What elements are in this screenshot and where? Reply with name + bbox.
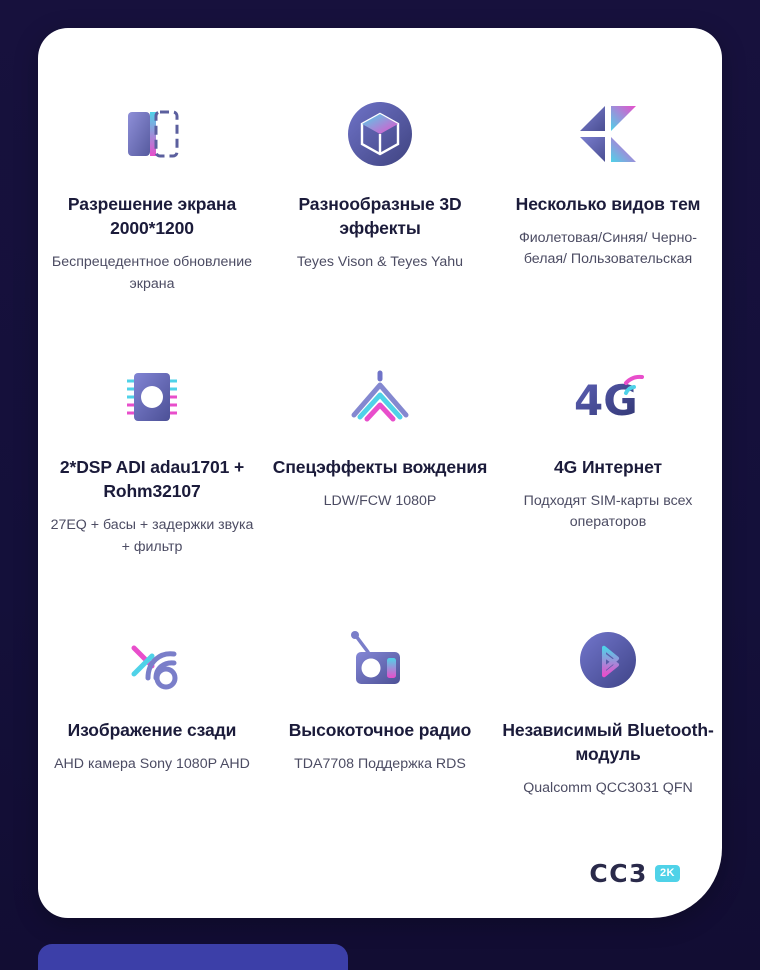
4g-internet-icon — [560, 349, 656, 445]
feature-title: 4G Интернет — [554, 457, 662, 477]
bluetooth-icon — [570, 612, 646, 708]
rear-camera-icon — [104, 612, 200, 708]
svg-text:4G: 4G — [574, 376, 638, 425]
feature-title: 2*DSP ADI adau1701 + Rohm32107 — [59, 457, 245, 502]
radio-icon — [332, 612, 428, 708]
dsp-chip-icon — [112, 349, 192, 445]
feature-item — [266, 72, 494, 335]
feature-card — [38, 28, 722, 918]
feature-subtitle: Подходят SIM-карты всех операторов — [523, 493, 693, 531]
product-logo — [589, 859, 680, 888]
feature-title: Несколько видов тем — [515, 194, 701, 214]
driving-effects-icon — [334, 349, 426, 445]
feature-subtitle: Фиолетовая/Синяя/ Черно-белая/ Пользовательская — [518, 230, 698, 268]
feature-title: Высокоточное радио — [288, 720, 472, 740]
feature-title: Разнообразные 3D эффекты — [298, 194, 462, 239]
feature-subtitle: LDW/FCW 1080P — [323, 493, 437, 510]
feature-item — [38, 335, 266, 598]
feature-item — [38, 598, 266, 861]
feature-title: Независимый Bluetooth-модуль — [502, 720, 714, 765]
feature-subtitle: AHD камера Sony 1080P AHD — [54, 756, 250, 773]
feature-subtitle: 27EQ + басы + задержки звука + фильтр — [50, 517, 254, 555]
logo-badge: 2K — [655, 865, 680, 882]
feature-grid — [38, 72, 722, 861]
feature-subtitle: Беспрецедентное обновление экрана — [51, 254, 253, 292]
feature-title: Спецэффекты вождения — [272, 457, 488, 477]
feature-item — [494, 598, 722, 861]
feature-item — [494, 72, 722, 335]
feature-title: Изображение сзади — [67, 720, 237, 740]
feature-item — [38, 72, 266, 335]
feature-subtitle: Qualcomm QCC3031 QFN — [523, 780, 693, 797]
bottom-accent-bar — [38, 944, 348, 970]
feature-item — [494, 335, 722, 598]
screen-resolution-icon — [114, 86, 190, 182]
logo-text: CC3 — [589, 859, 648, 888]
feature-subtitle: Teyes Vison & Teyes Yahu — [296, 254, 464, 271]
feature-subtitle: TDA7708 Поддержка RDS — [294, 756, 466, 773]
cube-3d-icon — [342, 86, 418, 182]
themes-icon — [568, 86, 648, 182]
feature-item — [266, 335, 494, 598]
feature-title: Разрешение экрана 2000*1200 — [67, 194, 237, 239]
feature-item — [266, 598, 494, 861]
